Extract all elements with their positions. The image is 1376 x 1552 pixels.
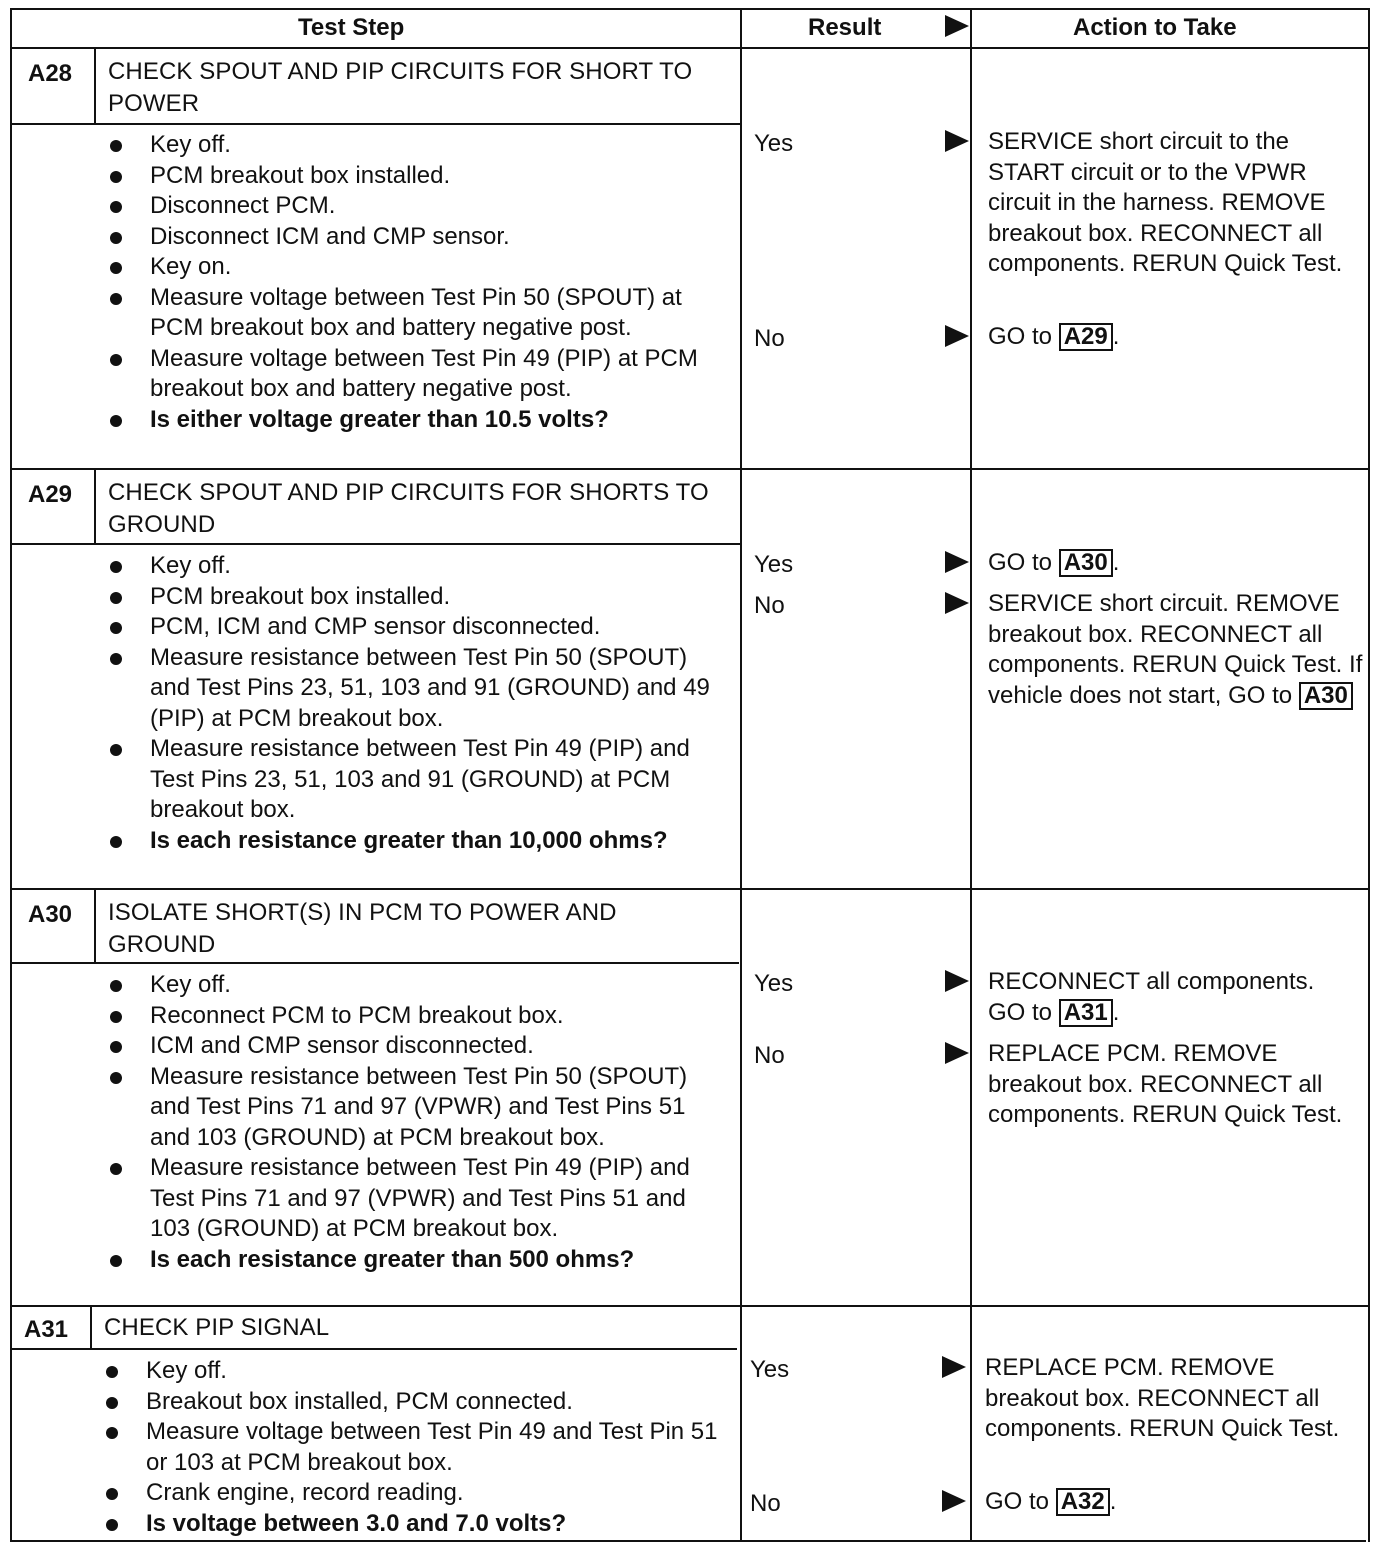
result-no-a30: No — [754, 1042, 785, 1069]
step-title-a31: CHECK PIP SIGNAL — [104, 1314, 330, 1341]
a31-title-underline — [10, 1348, 737, 1350]
arrow-icon — [942, 1356, 966, 1378]
action-no-a30: REPLACE PCM. REMOVE breakout box. RECONNECT all components. RERUN Quick Test. — [988, 1040, 1343, 1128]
action-text: . — [1112, 998, 1120, 1026]
step-title-a30: ISOLATE SHORT(S) IN PCM TO POWER AND GROUND — [108, 899, 617, 958]
bullet-item: Reconnect PCM to PCM breakout box. — [108, 1001, 728, 1032]
action-text: SERVICE short circuit. REMOVE breakout box. RECONNECT all components. RERUN Quick Test. If vehicle does not start, GO to — [988, 590, 1363, 709]
result-no-a28: No — [754, 325, 785, 352]
bullet-item: PCM, ICM and CMP sensor disconnected. — [108, 612, 728, 643]
arrow-icon — [942, 1490, 966, 1512]
step-id-a30: A30 — [28, 901, 73, 928]
bullet-item: PCM breakout box installed. — [108, 161, 728, 192]
step-id-a28: A28 — [28, 60, 73, 87]
result-yes-a29: Yes — [754, 551, 794, 578]
action-text: . — [1109, 1488, 1117, 1515]
action-yes-a30 — [988, 967, 1363, 1028]
bullet-item: Measure resistance between Test Pin 49 (PIP) and Test Pins 23, 51, 103 and 91 (GROUND) at PCM breakout box. — [108, 734, 728, 826]
a30-title-underline — [10, 962, 739, 964]
header-bottom-border — [10, 47, 1370, 49]
action-text: GO to — [988, 549, 1053, 576]
a28-id-divider — [94, 47, 96, 123]
action-text: GO to — [988, 998, 1053, 1026]
action-no-a31 — [985, 1487, 1360, 1518]
a29-title-underline — [10, 543, 741, 545]
row-divider-a28-a29 — [10, 468, 1370, 470]
step-ref-a31: A31 — [1059, 999, 1113, 1027]
table-right-border — [1368, 8, 1370, 1542]
action-text: . — [1112, 549, 1120, 576]
action-text: GO to — [985, 1488, 1050, 1515]
bullet-item: PCM breakout box installed. — [108, 582, 728, 613]
bullet-question: Is either voltage greater than 10.5 volts? — [108, 405, 728, 436]
header-action: Action to Take — [1073, 14, 1237, 41]
step-title-a29: CHECK SPOUT AND PIP CIRCUITS FOR SHORTS TO GROUND — [108, 479, 709, 538]
bullet-item: Breakout box installed, PCM connected. — [104, 1387, 724, 1418]
a31-id-divider — [90, 1305, 92, 1348]
bullet-item: Measure voltage between Test Pin 49 (PIP) at PCM breakout box and battery negative post. — [108, 344, 728, 405]
arrow-icon — [945, 1042, 969, 1064]
arrow-icon — [945, 130, 969, 152]
result-no-a29: No — [754, 592, 785, 619]
bullet-item: Measure voltage between Test Pin 49 and Test Pin 51 or 103 at PCM breakout box. — [104, 1417, 724, 1478]
action-text: RECONNECT all components. — [988, 968, 1315, 995]
action-text: GO to — [988, 323, 1053, 350]
result-yes-a30: Yes — [754, 970, 794, 997]
step-id-a31: A31 — [24, 1316, 69, 1343]
step-id-a29: A29 — [28, 481, 73, 508]
table-top-border — [10, 8, 1370, 10]
step-ref-a29: A29 — [1059, 323, 1113, 351]
step-bullets-a30 — [108, 970, 728, 1275]
bullet-question: Is voltage between 3.0 and 7.0 volts? — [104, 1509, 724, 1540]
bullet-item: Key off. — [104, 1356, 724, 1387]
table-bottom-border — [10, 1540, 1366, 1542]
arrow-icon — [945, 592, 969, 614]
bullet-item: Measure resistance between Test Pin 50 (SPOUT) and Test Pins 71 and 97 (VPWR) and Test Pins 51 and 103 (GROUND) at PCM breakout box. — [108, 1062, 728, 1154]
header-test-step: Test Step — [298, 14, 405, 41]
a30-id-divider — [94, 888, 96, 962]
bullet-item: Key on. — [108, 252, 728, 283]
result-no-a31: No — [750, 1490, 781, 1517]
step-ref-a30: A30 — [1299, 682, 1353, 710]
action-no-a28 — [988, 322, 1363, 353]
bullet-item: Measure resistance between Test Pin 50 (SPOUT) and Test Pins 23, 51, 103 and 91 (GROUND) and 49 (PIP) at PCM breakout box. — [108, 643, 728, 735]
bullet-item: Disconnect ICM and CMP sensor. — [108, 222, 728, 253]
action-yes-a29 — [988, 548, 1363, 579]
header-result: Result — [808, 14, 882, 41]
step-bullets-a31 — [104, 1356, 724, 1539]
step-bullets-a29 — [108, 551, 728, 856]
action-text: . — [1112, 323, 1120, 350]
bullet-item: Crank engine, record reading. — [104, 1478, 724, 1509]
step-ref-a30: A30 — [1059, 549, 1113, 577]
step-ref-a32: A32 — [1056, 1488, 1110, 1516]
bullet-item: Key off. — [108, 970, 728, 1001]
action-column-left-border — [970, 8, 972, 1542]
bullet-item: Key off. — [108, 551, 728, 582]
step-title-a28: CHECK SPOUT AND PIP CIRCUITS FOR SHORT TO POWER — [108, 58, 693, 117]
bullet-item: ICM and CMP sensor disconnected. — [108, 1031, 728, 1062]
row-divider-a30-a31 — [10, 1305, 1370, 1307]
bullet-item: Measure resistance between Test Pin 49 (PIP) and Test Pins 71 and 97 (VPWR) and Test Pins 51 and 103 (GROUND) at PCM breakout box. — [108, 1153, 728, 1245]
bullet-item: Key off. — [108, 130, 728, 161]
bullet-item: Measure voltage between Test Pin 50 (SPOUT) at PCM breakout box and battery negative post. — [108, 283, 728, 344]
bullet-question: Is each resistance greater than 500 ohms? — [108, 1245, 728, 1276]
result-yes-a31: Yes — [750, 1356, 790, 1383]
arrow-icon — [945, 970, 969, 992]
step-bullets-a28 — [108, 130, 728, 435]
table-left-border — [10, 8, 12, 1542]
header-arrow-icon — [945, 15, 969, 37]
arrow-icon — [945, 325, 969, 347]
result-yes-a28: Yes — [754, 130, 794, 157]
a29-id-divider — [94, 468, 96, 543]
row-divider-a29-a30 — [10, 888, 1370, 890]
result-column-left-border — [740, 8, 742, 1542]
action-no-a29 — [988, 589, 1363, 711]
bullet-question: Is each resistance greater than 10,000 ohms? — [108, 826, 728, 857]
arrow-icon — [945, 551, 969, 573]
bullet-item: Disconnect PCM. — [108, 191, 728, 222]
a28-title-underline — [10, 123, 741, 125]
action-yes-a31: REPLACE PCM. REMOVE breakout box. RECONNECT all components. RERUN Quick Test. — [985, 1354, 1340, 1442]
action-yes-a28: SERVICE short circuit to the START circuit or to the VPWR circuit in the harness. REMOVE breakout box. RECONNECT all components. RERUN Quick Test. — [988, 128, 1343, 277]
